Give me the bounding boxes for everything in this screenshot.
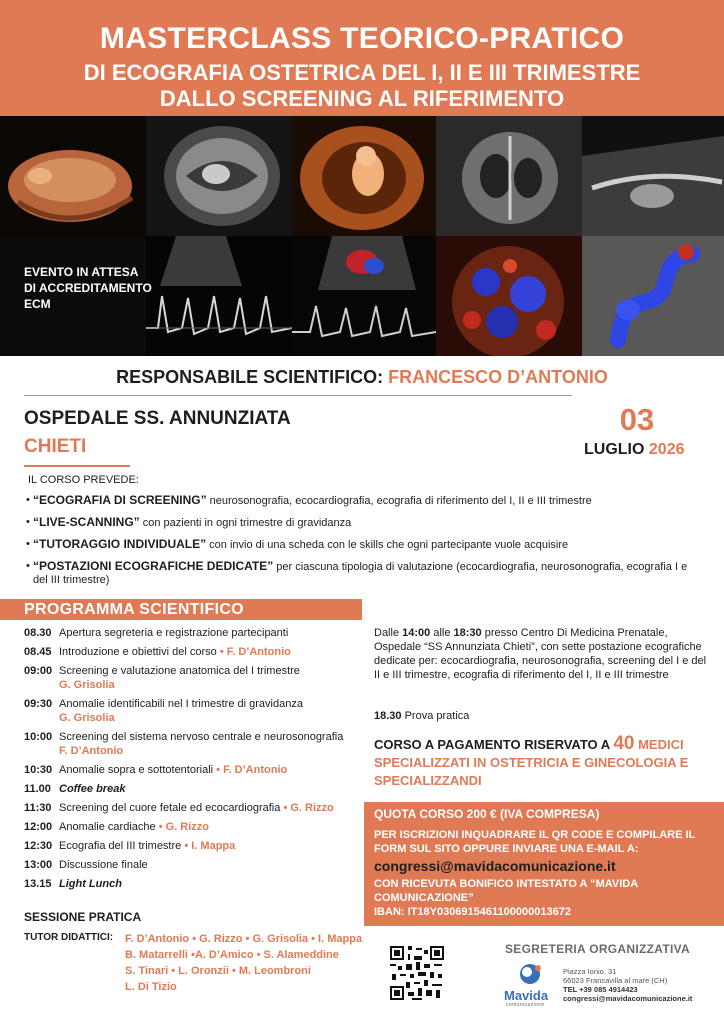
programma-list [24,626,364,896]
program-row: 11.00 Coffee break [24,783,126,795]
photo-3d-vessels [436,236,582,356]
programma-header [0,599,362,620]
responsabile-name: FRANCESCO D’ANTONIO [388,367,608,387]
photo-color-doppler [292,236,436,356]
responsabile-label: RESPONSABILE SCIENTIFICO: [116,367,384,387]
photo-3d-blue-vessel [582,236,724,356]
bonifico-note: CON RICEVUTA BONIFICO INTESTATO A “MAVIDA COMUNICAZIONE” [374,878,638,904]
city-underline [24,465,130,467]
event-day: 03 [619,402,655,437]
tutor-label: TUTOR DIDATTICI: [24,932,114,943]
sessione-pratica-title: SESSIONE PRATICA [24,910,142,924]
event-year: 2026 [648,441,685,458]
program-row: 10:30 Anomalie sopra e sottotentoriali • F. D’Antonio [24,764,288,776]
mavida-logo-name: Mavida [504,988,549,1003]
program-row: 13:00 Discussione finale [24,859,148,871]
qr-code-icon[interactable] [388,944,446,1002]
course-eligibility: CORSO A PAGAMENTO RISERVATO A 40 MEDICI SPECIALIZZATI IN OSTETRICIA E GINECOLOGIA E SPECIALIZZANDI [374,733,689,788]
program-row: 08.30 Apertura segreteria e registrazione partecipanti [24,627,289,639]
venue-city: CHIETI [24,436,87,457]
course-feature: • “POSTAZIONI ECOGRAFICHE DEDICATE” per ciascuna tipologia di valutazione (ecocardiografia, neurosonografia, ecografia I e del III trimestre) [26,560,702,587]
programma-title: PROGRAMMA SCIENTIFICO [24,601,244,618]
course-intro: IL CORSO PREVEDE: [28,474,139,486]
divider [24,395,572,396]
prova-pratica: 18.30 Prova pratica [374,710,470,722]
segreteria-title: SEGRETERIA ORGANIZZATIVA [505,942,690,956]
program-row: 08.45 Introduzione e obiettivi del corso • F. D’Antonio [24,646,291,658]
program-row: 13.15 Light Lunch [24,878,122,890]
program-row: 11:30 Screening del cuore fetale ed ecocardiografia • G. Rizzo [24,802,334,814]
tutor-list [125,931,362,995]
event-month-year [584,441,684,459]
segreteria-email[interactable]: congressi@mavidacomunicazione.it [563,994,693,1003]
quota-box [364,802,724,926]
photo-doppler-waveform [146,236,292,356]
tutor-line: B. Matarrelli •A. D’Amico • S. Alameddine [125,949,339,961]
course-feature: • “TUTORAGGIO INDIVIDUALE” con invio di una scheda con le skills che ogni partecipante vuole acquisire [26,538,702,552]
header-banner [0,0,724,116]
registration-email-link[interactable]: congressi@mavidacomunicazione.it [374,858,616,874]
photo-spine-scan [582,116,724,236]
photo-3d-skull [0,116,146,236]
course-features [26,494,702,595]
tutor-line: F. D’Antonio • G. Rizzo • G. Grisolia • I. Mappa [125,933,363,945]
event-month: LUGLIO [584,441,645,458]
quota-instructions: PER ISCRIZIONI INQUADRARE IL QR CODE E COMPILARE IL FORM SUL SITO OPPURE INVIARE UNA E-MAIL A: [374,829,696,855]
segreteria-address: Piazza Ionio, 31 66023 Francavilla al mare (CH) TEL +39 085 4914423 congressi@mavidacomunicazione.it [563,967,693,1003]
photo-3d-fetus [292,116,436,236]
photo-brain-scan [146,116,292,236]
responsabile-scientifico [0,367,724,388]
iban: IBAN: IT18Y0306915461100000013672 [374,906,571,918]
course-feature: • “ECOGRAFIA DI SCREENING” neurosonografia, ecocardiografia, ecografia di riferimento del I, II e III trimestre [26,494,702,508]
program-row: 09:00 Screening e valutazione anatomica del I trimestre G. Grisolia [24,665,300,691]
title-masterclass: MASTERCLASS TEORICO-PRATICO [99,22,625,55]
program-row: 12:00 Anomalie cardiache • G. Rizzo [24,821,209,833]
tutor-line: L. Di Tizio [125,981,177,993]
mavida-logo-sub: comunicazione [506,1002,545,1008]
title-subtitle: DI ECOGRAFIA OSTETRICA DEL I, II E III TRIMESTRE [83,60,641,85]
practical-session-info: Dalle 14:00 alle 18:30 presso Centro Di Medicina Prenatale, Ospedale “SS Annunziata Chieti”, con sette postazione ecografiche dedicate per: ecocardiografia, neurosonografia, screening del I e del II e III trimestre, ecografia di riferimento del I, II e III trimestre [374,627,707,681]
tutor-line: S. Tinari • L. Oronzii • M. Leombroni [125,965,311,977]
program-row: 12:30 Ecografia del III trimestre • I. Mappa [24,840,236,852]
quota-price: QUOTA CORSO 200 € (IVA COMPRESA) [374,807,600,821]
program-row: 10:00 Screening del sistema nervoso centrale e neurosonografia F. D’Antonio [24,731,344,757]
venue-hospital: OSPEDALE SS. ANNUNZIATA [24,408,291,429]
title-tagline: DALLO SCREENING AL RIFERIMENTO [159,86,565,111]
accreditation-note: EVENTO IN ATTESA DI ACCREDITAMENTO ECM [24,265,152,311]
program-row: 09:30 Anomalie identificabili nel I trimestre di gravidanza G. Grisolia [24,698,303,724]
course-feature: • “LIVE-SCANNING” con pazienti in ogni trimestre di gravidanza [26,516,702,530]
photo-heart-scan [436,116,582,236]
ultrasound-collage [0,116,724,356]
